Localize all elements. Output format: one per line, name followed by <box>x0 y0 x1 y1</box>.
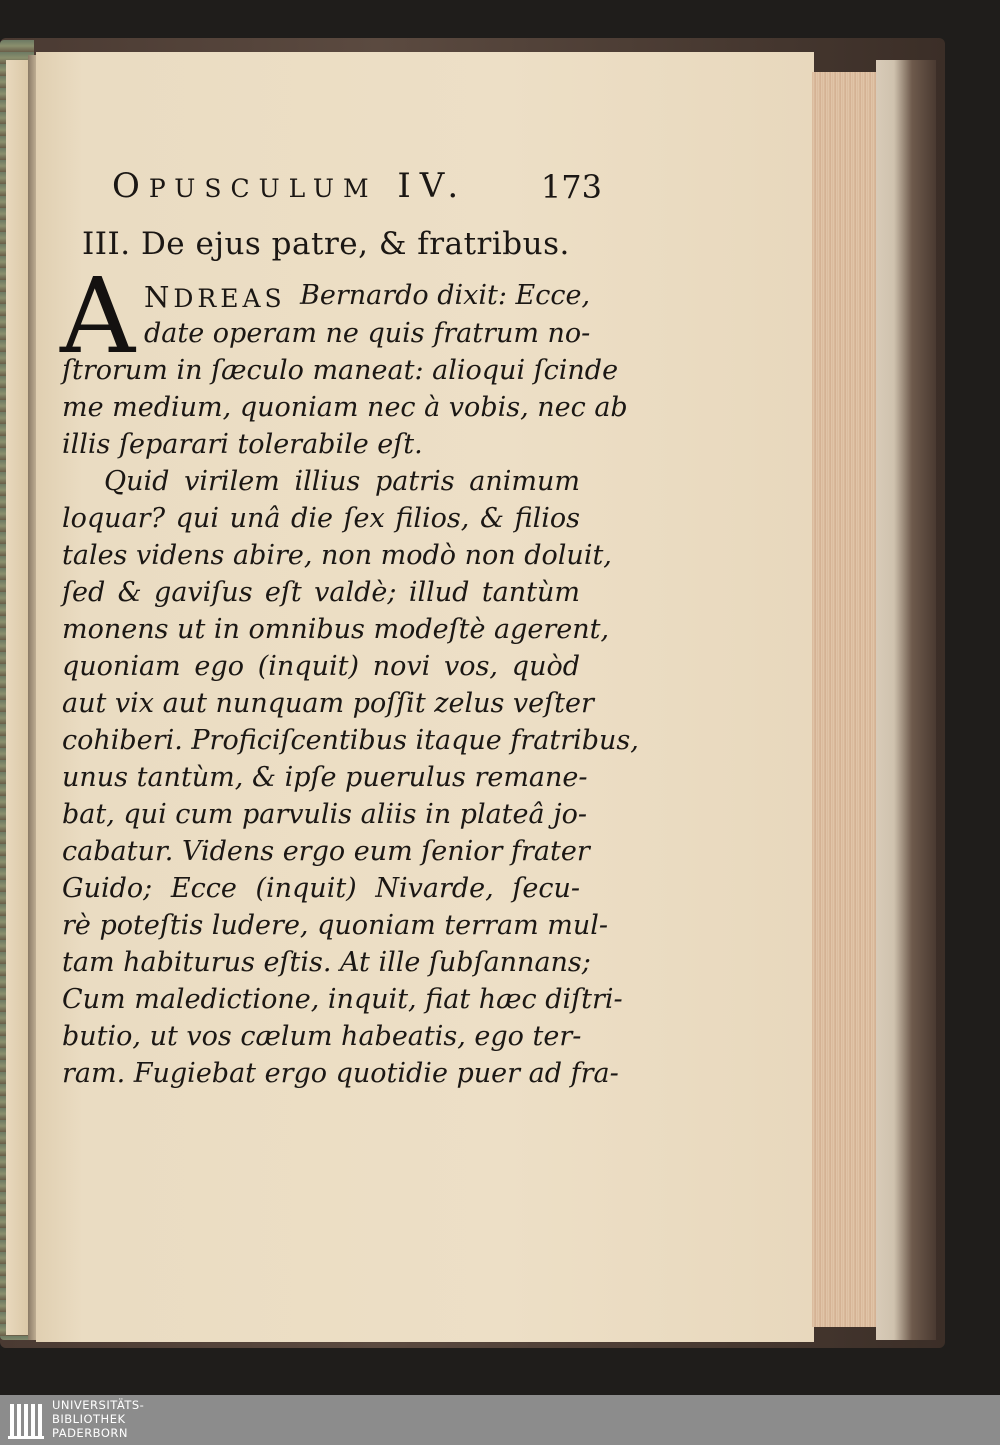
running-header <box>112 160 602 212</box>
text-line: butio, ut vos cælum habeatis, ego ter- <box>62 1021 582 1052</box>
text-line: ram. Fugiebat ergo quotidie puer ad fra- <box>62 1058 619 1089</box>
text-line: illis ſeparari tolerabile eſt. <box>62 429 423 460</box>
library-name-line: UNIVERSITÄTS- <box>52 1398 145 1412</box>
text-line: aut vix aut nunquam poſſit zelus veſter <box>62 688 594 719</box>
running-title-number: IV. <box>397 166 468 206</box>
drop-cap: A <box>60 255 136 377</box>
text-line: Cum maledictione, inquit, fiat hæc diſtri- <box>62 984 623 1015</box>
text-line: cabatur. Videns ergo eum ſenior frater <box>62 836 590 867</box>
first-word-rest: DREAS <box>173 284 286 313</box>
text-line: monens ut in omnibus modeſtè agerent, <box>62 614 610 645</box>
text-line: ſed & gaviſus eſt valdè; illud tantùm <box>62 577 580 608</box>
running-title-initial: O <box>112 166 149 206</box>
cover-right-edge <box>876 60 936 1340</box>
library-name <box>52 1398 144 1440</box>
page-number: 173 <box>540 168 602 206</box>
first-line-text: Bernardo dixit: Ecce, <box>300 280 591 311</box>
page-block-edge <box>812 72 878 1327</box>
text-line: Guido; Ecce (inquit) Nivarde, ſecu- <box>62 873 580 904</box>
text-line: ſtrorum in ſæculo maneat: alioqui ſcinde <box>62 355 619 386</box>
chapter-heading: III. De ejus patre, & fratribus. <box>82 226 570 262</box>
running-title <box>112 166 467 206</box>
first-word-initial: N <box>144 280 174 314</box>
text-line: me medium, quoniam nec à vobis, nec ab <box>62 392 628 423</box>
library-name-line: BIBLIOTHEK <box>52 1412 126 1426</box>
text-line: quoniam ego (inquit) novi vos, quòd <box>62 651 580 682</box>
footer-bar <box>0 1395 1000 1445</box>
running-title-word: PUSCULUM <box>148 174 378 203</box>
first-word <box>144 280 286 314</box>
text-line: bat, qui cum parvulis aliis in plateâ jo- <box>62 799 587 830</box>
text-line: date operam ne quis fratrum no- <box>144 318 591 349</box>
library-logo-icon <box>8 1400 46 1440</box>
text-line: Quid virilem illius patris animum <box>104 466 580 497</box>
text-line: tales videns abire, non modò non doluit, <box>62 540 612 571</box>
text-line: tam habiturus eſtis. At ille ſubſannans; <box>62 947 591 978</box>
library-name-line: PADERBORN <box>52 1426 129 1440</box>
text-line: unus tantùm, & ipſe puerulus remane- <box>62 762 588 793</box>
text-line: rè poteſtis ludere, quoniam terram mul- <box>62 910 608 941</box>
text-line: cohiberi. Proficiſcentibus itaque fratribus, <box>62 725 639 756</box>
text-line: loquar? qui unâ die ſex filios, & filios <box>62 503 580 534</box>
